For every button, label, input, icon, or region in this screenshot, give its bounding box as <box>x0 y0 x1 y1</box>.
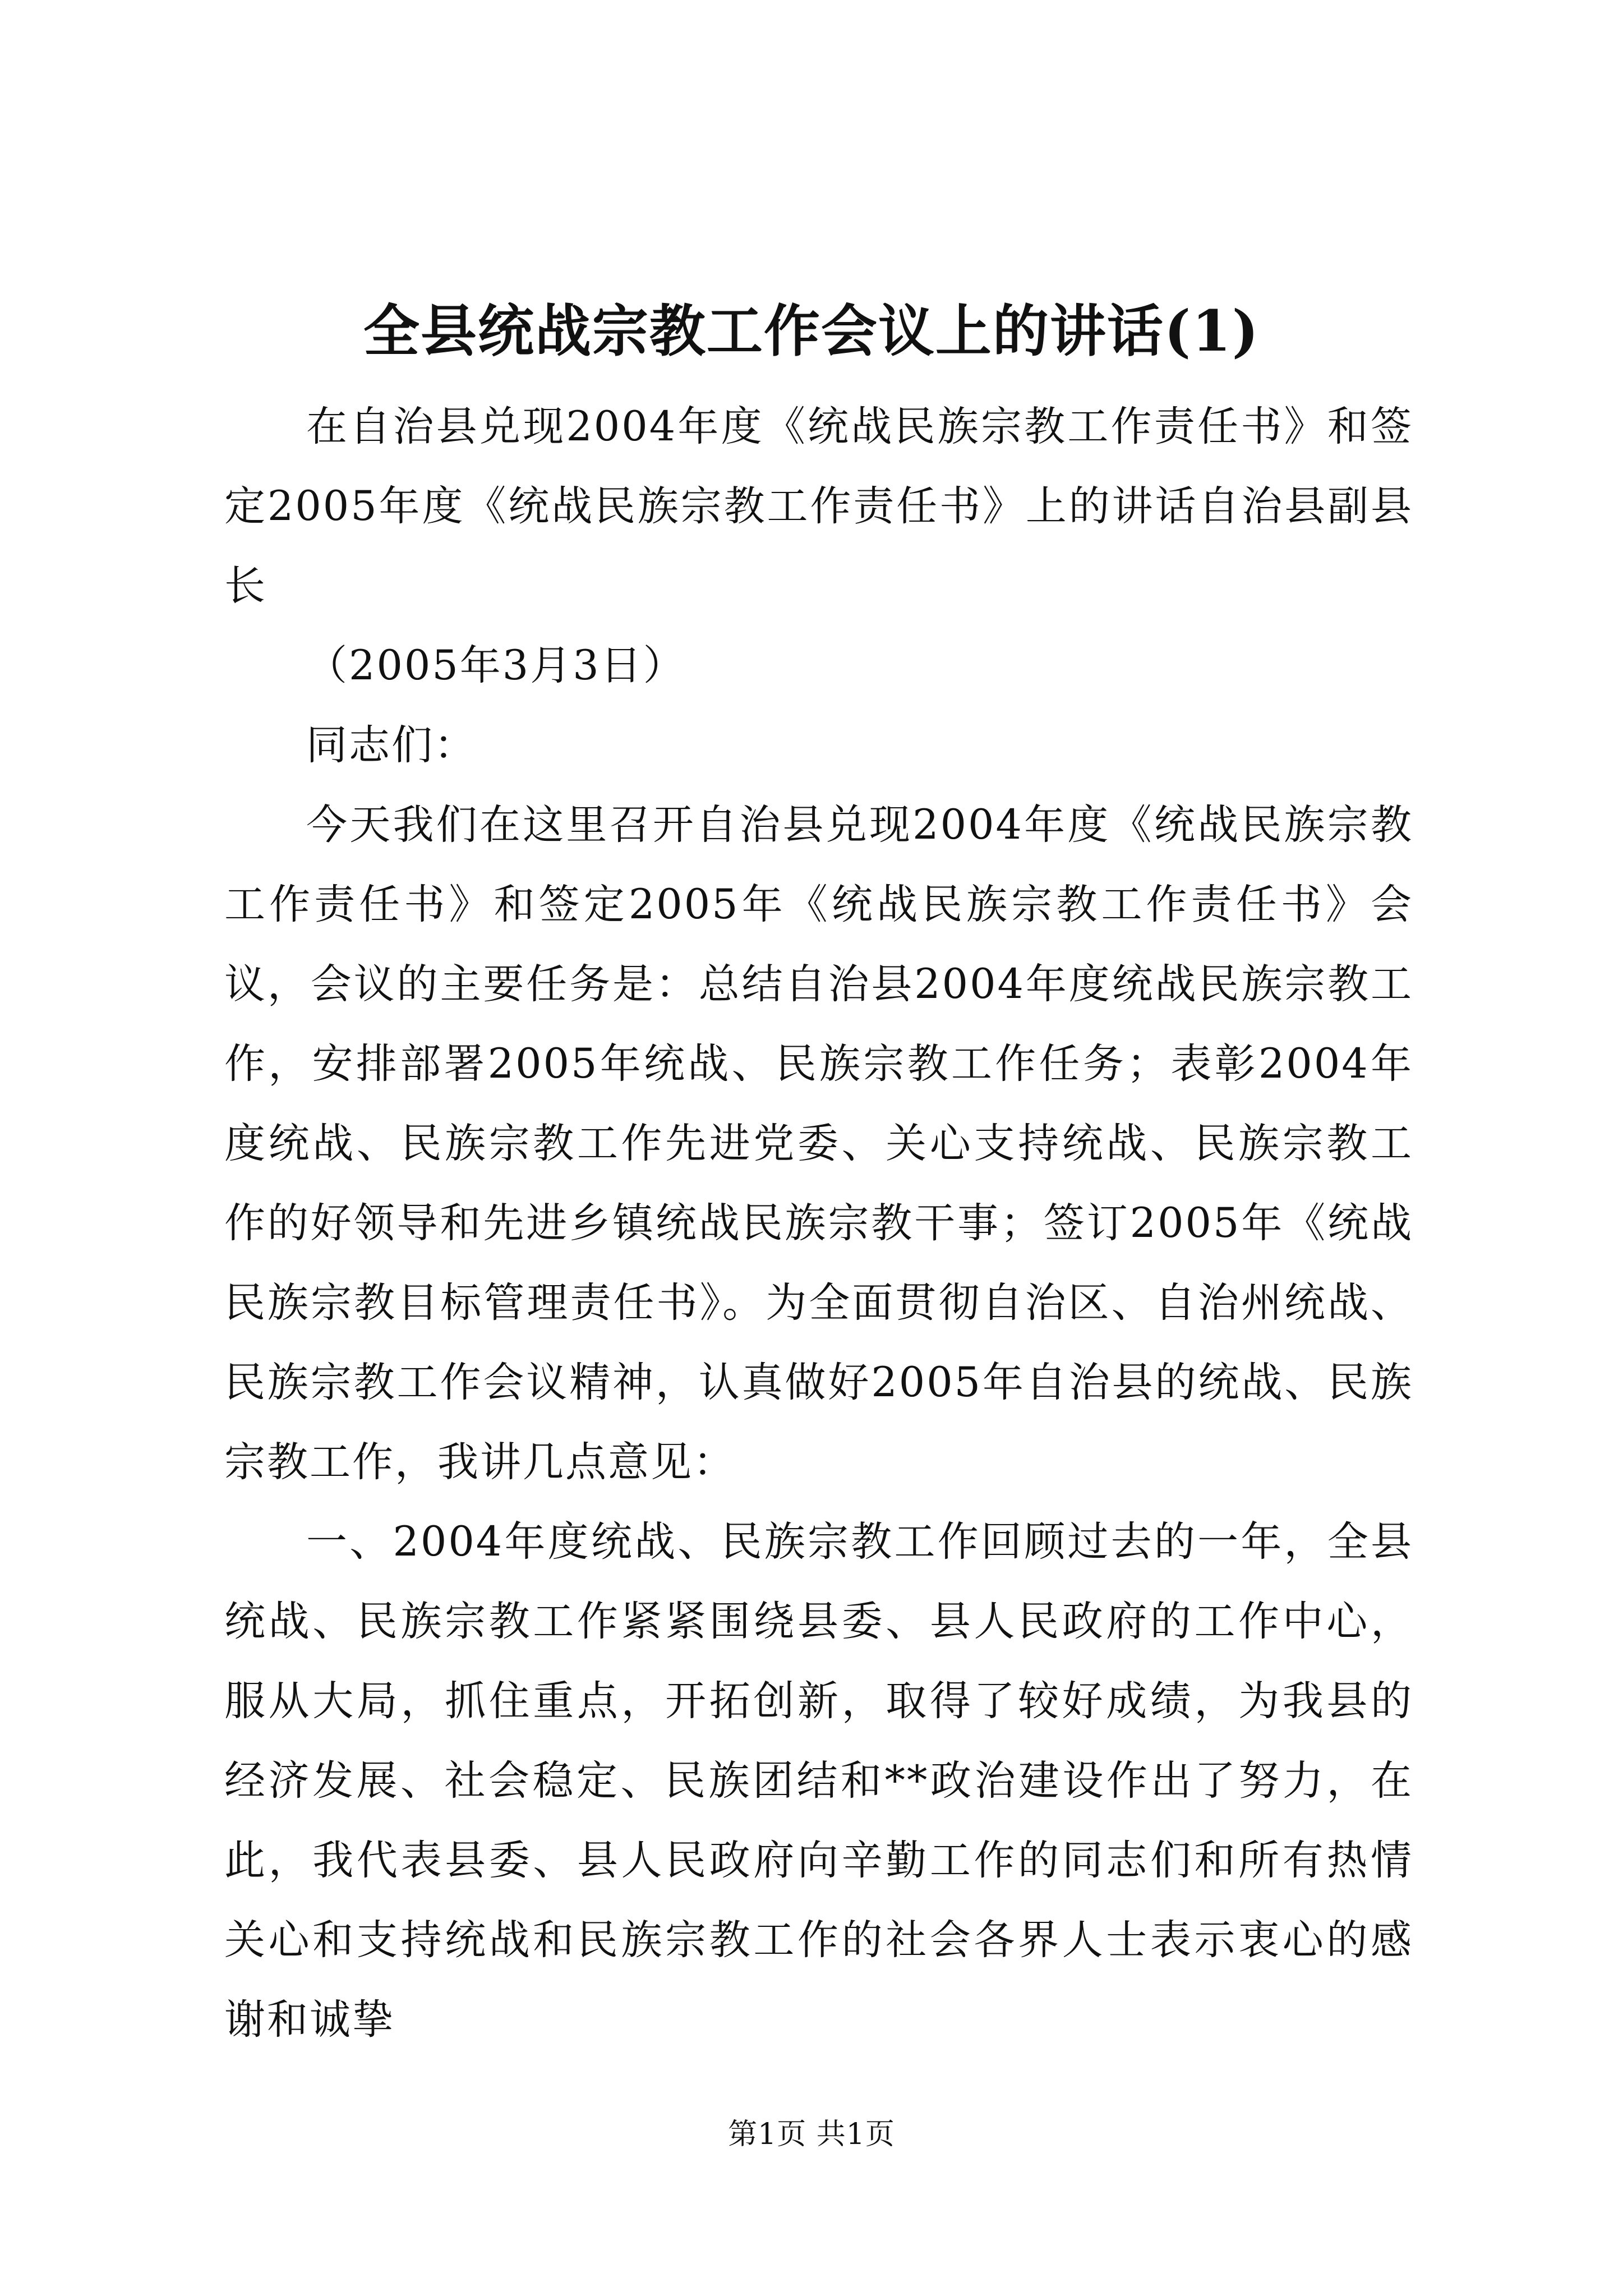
paragraph-opening: 今天我们在这里召开自治县兑现2004年度《统战民族宗教工作责任书》和签定2005年《统战民族宗教工作责任书》会议，会议的主要任务是：总结自治县2004年度统战民族宗教工作，安排部署2005年统战、民族宗教工作任务；表彰2004年度统战、民族宗教工作先进党委、关心支持统战、民族宗教工作的好领导和先进乡镇统战民族宗教干事；签订2005年《统战民族宗教目标管理责任书》。为全面贯彻自治区、自治州统战、民族宗教工作会议精神，认真做好2005年自治县的统战、民族宗教工作，我讲几点意见： <box>224 801 1413 1486</box>
page-indicator: 第1页 共1页 <box>728 2118 895 2151</box>
paragraph-date: （2005年3月3日） <box>306 642 686 689</box>
paragraph-salutation: 同志们： <box>306 721 477 769</box>
document-title: 全县统战宗教工作会议上的讲话(1) <box>363 298 1260 364</box>
document-body <box>224 387 1413 2060</box>
paragraph-section-one: 一、2004年度统战、民族宗教工作回顾过去的一年，全县统战、民族宗教工作紧紧围绕县委、县人民政府的工作中心，服从大局，抓住重点，开拓创新，取得了较好成绩，为我县的经济发展、社会稳定、民族团结和**政治建设作出了努力，在此，我代表县委、县人民政府向辛勤工作的同志们和所有热情关心和支持统战和民族宗教工作的社会各界人士表示衷心的感谢和诚挚 <box>224 1518 1413 2044</box>
paragraph-intro: 在自治县兑现2004年度《统战民族宗教工作责任书》和签定2005年度《统战民族宗教工作责任书》上的讲话自治县副县长 <box>224 403 1413 610</box>
